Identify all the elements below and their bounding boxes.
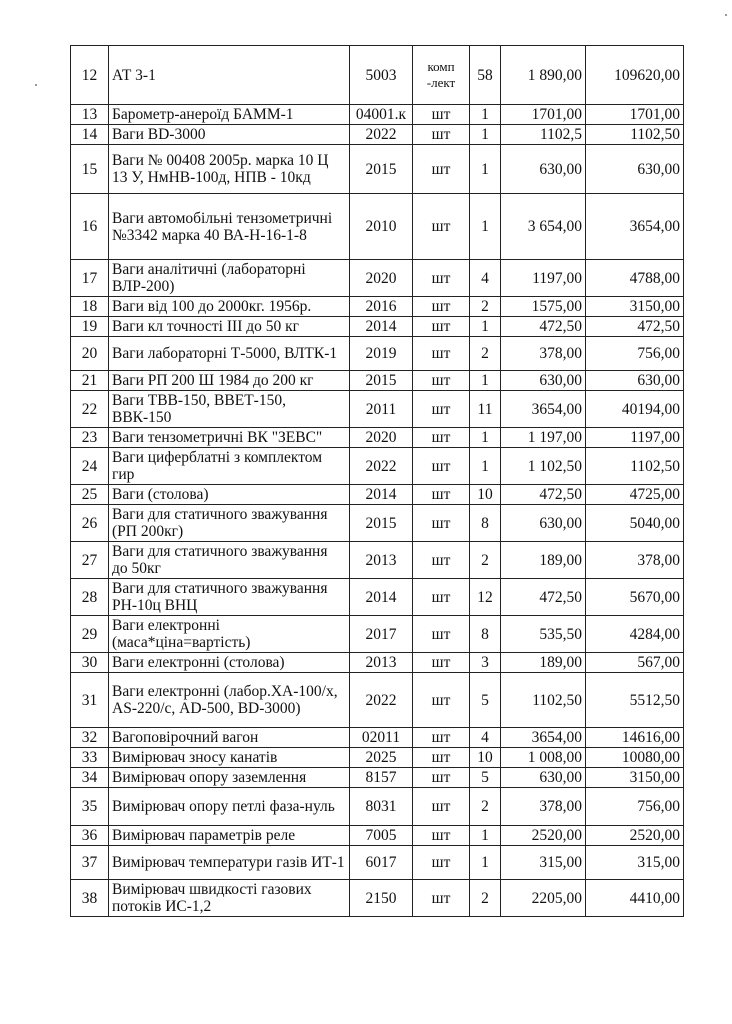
item-name: Барометр-анероїд БАММ-1 — [109, 105, 350, 125]
row-number: 26 — [71, 505, 109, 542]
quantity: 1 — [470, 125, 501, 145]
unit-of-measure: шт — [413, 125, 470, 145]
table-row — [71, 653, 684, 673]
item-code: 2014 — [350, 317, 413, 337]
item-code: 5003 — [350, 46, 413, 105]
table-row — [71, 505, 684, 542]
table-row — [71, 194, 684, 260]
table-row — [71, 105, 684, 125]
unit-of-measure: шт — [413, 788, 470, 826]
total-amount: 1102,50 — [586, 125, 684, 145]
quantity: 8 — [470, 616, 501, 653]
item-name: Ваги РП 200 Ш 1984 до 200 кг — [109, 371, 350, 391]
unit-of-measure: шт — [413, 485, 470, 505]
unit-price: 630,00 — [501, 768, 586, 788]
item-name: Ваги електронні (маса*ціна=вартість) — [109, 616, 350, 653]
item-name: Ваги від 100 до 2000кг. 1956р. — [109, 297, 350, 317]
table-row — [71, 260, 684, 297]
quantity: 1 — [470, 317, 501, 337]
unit-price: 1102,5 — [501, 125, 586, 145]
table-row — [71, 768, 684, 788]
table-row — [71, 542, 684, 579]
unit-price: 378,00 — [501, 337, 586, 371]
row-number: 27 — [71, 542, 109, 579]
item-code: 8031 — [350, 788, 413, 826]
item-code: 2020 — [350, 428, 413, 448]
quantity: 5 — [470, 768, 501, 788]
item-name: Ваги ТВВ-150, ВВЕТ-150, ВВК-150 — [109, 391, 350, 428]
unit-price: 630,00 — [501, 145, 586, 194]
quantity: 10 — [470, 485, 501, 505]
table-row — [71, 880, 684, 917]
unit-of-measure: шт — [413, 846, 470, 880]
item-code: 2150 — [350, 880, 413, 917]
item-code: 2025 — [350, 748, 413, 768]
unit-price: 2520,00 — [501, 826, 586, 846]
row-number: 19 — [71, 317, 109, 337]
row-number: 36 — [71, 826, 109, 846]
item-code: 2010 — [350, 194, 413, 260]
item-code: 2013 — [350, 653, 413, 673]
unit-price: 3 654,00 — [501, 194, 586, 260]
row-number: 20 — [71, 337, 109, 371]
row-number: 25 — [71, 485, 109, 505]
row-number: 12 — [71, 46, 109, 105]
total-amount: 5670,00 — [586, 579, 684, 616]
row-number: 23 — [71, 428, 109, 448]
item-code: 2014 — [350, 485, 413, 505]
total-amount: 315,00 — [586, 846, 684, 880]
unit-of-measure: шт — [413, 542, 470, 579]
table-row — [71, 826, 684, 846]
total-amount: 3654,00 — [586, 194, 684, 260]
unit-price: 472,50 — [501, 485, 586, 505]
unit-price: 1 890,00 — [501, 46, 586, 105]
item-name: Ваги циферблатні з комплектом гир — [109, 448, 350, 485]
item-code: 2016 — [350, 297, 413, 317]
total-amount: 630,00 — [586, 145, 684, 194]
item-name: Ваги аналітичні (лабораторні ВЛР-200) — [109, 260, 350, 297]
unit-price: 2205,00 — [501, 880, 586, 917]
row-number: 38 — [71, 880, 109, 917]
unit-price: 189,00 — [501, 542, 586, 579]
total-amount: 4788,00 — [586, 260, 684, 297]
row-number: 29 — [71, 616, 109, 653]
quantity: 11 — [470, 391, 501, 428]
quantity: 1 — [470, 105, 501, 125]
unit-of-measure: шт — [413, 768, 470, 788]
row-number: 17 — [71, 260, 109, 297]
quantity: 2 — [470, 337, 501, 371]
unit-of-measure: шт — [413, 105, 470, 125]
total-amount: 567,00 — [586, 653, 684, 673]
row-number: 21 — [71, 371, 109, 391]
unit-price: 472,50 — [501, 317, 586, 337]
total-amount: 1197,00 — [586, 428, 684, 448]
unit-price: 1575,00 — [501, 297, 586, 317]
total-amount: 4284,00 — [586, 616, 684, 653]
item-name: Ваги лабораторні Т-5000, ВЛТК-1 — [109, 337, 350, 371]
item-name: Ваги електронні (столова) — [109, 653, 350, 673]
unit-of-measure: шт — [413, 616, 470, 653]
unit-price: 378,00 — [501, 788, 586, 826]
item-name: Вимірювач параметрів реле — [109, 826, 350, 846]
total-amount: 5040,00 — [586, 505, 684, 542]
quantity: 4 — [470, 260, 501, 297]
item-code: 2017 — [350, 616, 413, 653]
scan-speck — [725, 14, 727, 16]
unit-of-measure: шт — [413, 317, 470, 337]
row-number: 24 — [71, 448, 109, 485]
unit-price: 3654,00 — [501, 391, 586, 428]
unit-of-measure: шт — [413, 428, 470, 448]
unit-price: 1 102,50 — [501, 448, 586, 485]
table-row — [71, 748, 684, 768]
item-code: 2015 — [350, 371, 413, 391]
quantity: 1 — [470, 448, 501, 485]
unit-of-measure: шт — [413, 579, 470, 616]
row-number: 32 — [71, 728, 109, 748]
unit-of-measure: шт — [413, 728, 470, 748]
item-name: Вимірювач температури газів ИТ-1 — [109, 846, 350, 880]
unit-price: 189,00 — [501, 653, 586, 673]
total-amount: 630,00 — [586, 371, 684, 391]
item-name: АТ 3-1 — [109, 46, 350, 105]
table-row — [71, 579, 684, 616]
row-number: 31 — [71, 673, 109, 728]
total-amount: 378,00 — [586, 542, 684, 579]
item-name: Вимірювач опору петлі фаза-нуль — [109, 788, 350, 826]
quantity: 2 — [470, 788, 501, 826]
item-code: 2014 — [350, 579, 413, 616]
item-code: 6017 — [350, 846, 413, 880]
quantity: 10 — [470, 748, 501, 768]
item-code: 04001.к — [350, 105, 413, 125]
item-name: Ваги тензометричні ВК "ЗЕВС" — [109, 428, 350, 448]
item-name: Вимірювач опору заземлення — [109, 768, 350, 788]
unit-of-measure: шт — [413, 260, 470, 297]
item-name: Ваги для статичного зважування РН-10ц ВНЦ — [109, 579, 350, 616]
table-row — [71, 337, 684, 371]
total-amount: 1102,50 — [586, 448, 684, 485]
row-number: 34 — [71, 768, 109, 788]
inventory-table — [70, 45, 684, 917]
quantity: 1 — [470, 194, 501, 260]
quantity: 2 — [470, 880, 501, 917]
item-code: 2011 — [350, 391, 413, 428]
table-row — [71, 846, 684, 880]
total-amount: 1701,00 — [586, 105, 684, 125]
scan-speck — [35, 84, 37, 86]
unit-of-measure: шт — [413, 448, 470, 485]
quantity: 1 — [470, 145, 501, 194]
unit-of-measure: шт — [413, 653, 470, 673]
quantity: 1 — [470, 846, 501, 880]
item-code: 2015 — [350, 505, 413, 542]
item-name: Ваги електронні (лабор.ХА-100/х, AS-220/с, AD-500, BD-3000) — [109, 673, 350, 728]
row-number: 37 — [71, 846, 109, 880]
unit-price: 535,50 — [501, 616, 586, 653]
table-row — [71, 125, 684, 145]
row-number: 22 — [71, 391, 109, 428]
unit-of-measure: шт — [413, 748, 470, 768]
table-row — [71, 317, 684, 337]
row-number: 30 — [71, 653, 109, 673]
table-row — [71, 428, 684, 448]
unit-of-measure: шт — [413, 337, 470, 371]
item-code: 02011 — [350, 728, 413, 748]
quantity: 58 — [470, 46, 501, 105]
total-amount: 10080,00 — [586, 748, 684, 768]
row-number: 16 — [71, 194, 109, 260]
row-number: 13 — [71, 105, 109, 125]
unit-price: 472,50 — [501, 579, 586, 616]
item-code: 2019 — [350, 337, 413, 371]
total-amount: 3150,00 — [586, 768, 684, 788]
row-number: 33 — [71, 748, 109, 768]
quantity: 2 — [470, 297, 501, 317]
unit-price: 315,00 — [501, 846, 586, 880]
total-amount: 2520,00 — [586, 826, 684, 846]
unit-price: 1 008,00 — [501, 748, 586, 768]
item-code: 2022 — [350, 125, 413, 145]
unit-price: 1701,00 — [501, 105, 586, 125]
item-code: 2020 — [350, 260, 413, 297]
item-name: Ваги автомобільні тензометричні №3342 марка 40 ВА-Н-16-1-8 — [109, 194, 350, 260]
table-row — [71, 616, 684, 653]
item-name: Ваги (столова) — [109, 485, 350, 505]
unit-of-measure: шт — [413, 880, 470, 917]
unit-price: 1197,00 — [501, 260, 586, 297]
unit-of-measure: комп -лект — [413, 46, 470, 105]
unit-of-measure: шт — [413, 297, 470, 317]
table-row — [71, 371, 684, 391]
quantity: 4 — [470, 728, 501, 748]
unit-price: 1 197,00 — [501, 428, 586, 448]
quantity: 1 — [470, 826, 501, 846]
inventory-sheet — [70, 45, 684, 917]
item-name: Ваги BD-3000 — [109, 125, 350, 145]
item-name: Вагоповірочний вагон — [109, 728, 350, 748]
item-name: Ваги № 00408 2005р. марка 10 Ц 13 У, НмНВ-100д, НПВ - 10кд — [109, 145, 350, 194]
unit-of-measure: шт — [413, 391, 470, 428]
total-amount: 3150,00 — [586, 297, 684, 317]
quantity: 12 — [470, 579, 501, 616]
total-amount: 4410,00 — [586, 880, 684, 917]
item-code: 2013 — [350, 542, 413, 579]
quantity: 8 — [470, 505, 501, 542]
row-number: 14 — [71, 125, 109, 145]
row-number: 18 — [71, 297, 109, 317]
item-code: 2022 — [350, 673, 413, 728]
quantity: 5 — [470, 673, 501, 728]
unit-of-measure: шт — [413, 194, 470, 260]
table-body — [71, 46, 684, 917]
item-name: Ваги для статичного зважування до 50кг — [109, 542, 350, 579]
table-row — [71, 485, 684, 505]
total-amount: 756,00 — [586, 788, 684, 826]
item-code: 7005 — [350, 826, 413, 846]
unit-price: 630,00 — [501, 505, 586, 542]
table-row — [71, 448, 684, 485]
unit-price: 630,00 — [501, 371, 586, 391]
unit-of-measure: шт — [413, 145, 470, 194]
unit-of-measure: шт — [413, 826, 470, 846]
quantity: 1 — [470, 371, 501, 391]
item-code: 2022 — [350, 448, 413, 485]
unit-of-measure: шт — [413, 505, 470, 542]
row-number: 35 — [71, 788, 109, 826]
item-name: Вимірювач швидкості газових потоків ИС-1,2 — [109, 880, 350, 917]
total-amount: 109620,00 — [586, 46, 684, 105]
total-amount: 472,50 — [586, 317, 684, 337]
total-amount: 756,00 — [586, 337, 684, 371]
row-number: 15 — [71, 145, 109, 194]
total-amount: 14616,00 — [586, 728, 684, 748]
table-row — [71, 728, 684, 748]
item-name: Вимірювач зносу канатів — [109, 748, 350, 768]
table-row — [71, 391, 684, 428]
unit-price: 1102,50 — [501, 673, 586, 728]
item-code: 8157 — [350, 768, 413, 788]
unit-of-measure: шт — [413, 673, 470, 728]
row-number: 28 — [71, 579, 109, 616]
quantity: 3 — [470, 653, 501, 673]
total-amount: 40194,00 — [586, 391, 684, 428]
quantity: 1 — [470, 428, 501, 448]
item-name: Ваги для статичного зважування (РП 200кг) — [109, 505, 350, 542]
unit-of-measure: шт — [413, 371, 470, 391]
unit-price: 3654,00 — [501, 728, 586, 748]
total-amount: 5512,50 — [586, 673, 684, 728]
table-row — [71, 788, 684, 826]
table-row — [71, 673, 684, 728]
table-row — [71, 145, 684, 194]
quantity: 2 — [470, 542, 501, 579]
item-code: 2015 — [350, 145, 413, 194]
table-row — [71, 46, 684, 105]
total-amount: 4725,00 — [586, 485, 684, 505]
table-row — [71, 297, 684, 317]
item-name: Ваги кл точності III до 50 кг — [109, 317, 350, 337]
